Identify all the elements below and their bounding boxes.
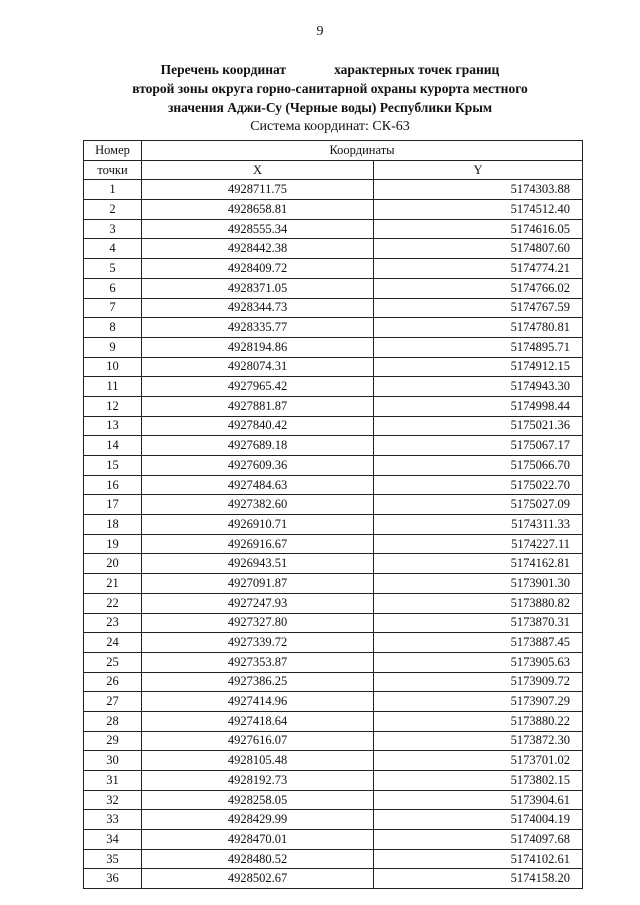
x-coordinate-cell: 4928409.72 [142,259,374,279]
page-number: 9 [316,24,324,39]
y-coordinate-cell: 5174303.88 [374,180,583,200]
table-row [84,515,583,535]
point-number-cell: 3 [84,219,142,239]
y-coordinate-cell: 5173701.02 [374,751,583,771]
x-coordinate-cell: 4927091.87 [142,574,374,594]
y-coordinate-cell: 5174004.19 [374,810,583,830]
title-line-2: второй зоны округа горно-санитарной охраны курорта местного [132,81,528,96]
x-coordinate-cell: 4927484.63 [142,475,374,495]
x-coordinate-cell: 4927414.96 [142,692,374,712]
x-coordinate-cell: 4928470.01 [142,830,374,850]
y-coordinate-cell: 5174943.30 [374,377,583,397]
y-coordinate-cell: 5174311.33 [374,515,583,535]
y-coordinate-cell: 5175027.09 [374,495,583,515]
x-coordinate-cell: 4927327.80 [142,613,374,633]
x-coordinate-cell: 4928335.77 [142,318,374,338]
table-row [84,180,583,200]
table-row [84,456,583,476]
table-row [84,849,583,869]
table-row [84,436,583,456]
header-point-number-line1: Номер [84,141,142,161]
title-line-3: значения Аджи-Су (Черные воды) Республики Крым [167,100,493,115]
y-coordinate-cell: 5174162.81 [374,554,583,574]
table-row [84,593,583,613]
title-line-1-right: характерных точек границ [334,62,500,77]
table-row [84,377,583,397]
table-row [84,200,583,220]
y-coordinate-cell: 5173802.15 [374,771,583,791]
coordinate-system-label: Система координат: СК-63 [250,119,410,134]
point-number-cell: 35 [84,849,142,869]
point-number-cell: 25 [84,652,142,672]
x-coordinate-cell: 4927247.93 [142,593,374,613]
header-point-number-line2: точки [84,160,142,180]
point-number-cell: 22 [84,593,142,613]
y-coordinate-cell: 5175021.36 [374,416,583,436]
table-row [84,318,583,338]
x-coordinate-cell: 4928105.48 [142,751,374,771]
point-number-cell: 16 [84,475,142,495]
y-coordinate-cell: 5174616.05 [374,219,583,239]
point-number-cell: 18 [84,515,142,535]
y-coordinate-cell: 5174227.11 [374,534,583,554]
point-number-cell: 36 [84,869,142,889]
table-row [84,692,583,712]
y-coordinate-cell: 5174912.15 [374,357,583,377]
y-coordinate-cell: 5173901.30 [374,574,583,594]
table-body [84,180,583,889]
table-row [84,357,583,377]
x-coordinate-cell: 4928344.73 [142,298,374,318]
x-coordinate-cell: 4928194.86 [142,337,374,357]
y-coordinate-cell: 5174158.20 [374,869,583,889]
x-coordinate-cell: 4928074.31 [142,357,374,377]
point-number-cell: 33 [84,810,142,830]
point-number-cell: 8 [84,318,142,338]
x-coordinate-cell: 4928371.05 [142,278,374,298]
y-coordinate-cell: 5174807.60 [374,239,583,259]
x-coordinate-cell: 4927965.42 [142,377,374,397]
x-coordinate-cell: 4927386.25 [142,672,374,692]
point-number-cell: 24 [84,633,142,653]
table-row [84,869,583,889]
table-row [84,534,583,554]
y-coordinate-cell: 5173872.30 [374,731,583,751]
y-coordinate-cell: 5173907.29 [374,692,583,712]
x-coordinate-cell: 4927418.64 [142,711,374,731]
table-row [84,278,583,298]
table-row [84,751,583,771]
coordinates-table [83,140,583,889]
y-coordinate-cell: 5174895.71 [374,337,583,357]
point-number-cell: 7 [84,298,142,318]
table-row [84,830,583,850]
table-header [84,141,583,180]
x-coordinate-cell: 4928555.34 [142,219,374,239]
point-number-cell: 1 [84,180,142,200]
point-number-cell: 20 [84,554,142,574]
x-coordinate-cell: 4927840.42 [142,416,374,436]
point-number-cell: 4 [84,239,142,259]
y-coordinate-cell: 5173887.45 [374,633,583,653]
x-coordinate-cell: 4926943.51 [142,554,374,574]
table-row [84,219,583,239]
table-row [84,298,583,318]
y-coordinate-cell: 5173880.22 [374,711,583,731]
table-row [84,672,583,692]
y-coordinate-cell: 5174774.21 [374,259,583,279]
y-coordinate-cell: 5174780.81 [374,318,583,338]
x-coordinate-cell: 4928480.52 [142,849,374,869]
y-coordinate-cell: 5173870.31 [374,613,583,633]
x-coordinate-cell: 4927689.18 [142,436,374,456]
table-row [84,475,583,495]
point-number-cell: 2 [84,200,142,220]
point-number-cell: 32 [84,790,142,810]
point-number-cell: 5 [84,259,142,279]
point-number-cell: 21 [84,574,142,594]
table-row [84,239,583,259]
x-coordinate-cell: 4927609.36 [142,456,374,476]
y-coordinate-cell: 5173909.72 [374,672,583,692]
point-number-cell: 9 [84,337,142,357]
table-row [84,554,583,574]
point-number-cell: 15 [84,456,142,476]
table-row [84,711,583,731]
x-coordinate-cell: 4928429.99 [142,810,374,830]
table-row [84,495,583,515]
table-row [84,633,583,653]
table-row [84,652,583,672]
x-coordinate-cell: 4928658.81 [142,200,374,220]
point-number-cell: 19 [84,534,142,554]
point-number-cell: 11 [84,377,142,397]
y-coordinate-cell: 5175022.70 [374,475,583,495]
table-row [84,810,583,830]
header-coordinates: Координаты [142,141,583,161]
x-coordinate-cell: 4927616.07 [142,731,374,751]
x-coordinate-cell: 4927382.60 [142,495,374,515]
y-coordinate-cell: 5174097.68 [374,830,583,850]
table-row [84,416,583,436]
x-coordinate-cell: 4927339.72 [142,633,374,653]
table-row [84,259,583,279]
y-coordinate-cell: 5174512.40 [374,200,583,220]
x-coordinate-cell: 4928442.38 [142,239,374,259]
document-title [80,60,580,136]
y-coordinate-cell: 5173904.61 [374,790,583,810]
point-number-cell: 6 [84,278,142,298]
table-row [84,337,583,357]
point-number-cell: 10 [84,357,142,377]
y-coordinate-cell: 5175067.17 [374,436,583,456]
table-row [84,613,583,633]
table-row [84,731,583,751]
point-number-cell: 28 [84,711,142,731]
x-coordinate-cell: 4926910.71 [142,515,374,535]
y-coordinate-cell: 5173905.63 [374,652,583,672]
x-coordinate-cell: 4926916.67 [142,534,374,554]
y-coordinate-cell: 5174766.02 [374,278,583,298]
point-number-cell: 29 [84,731,142,751]
x-coordinate-cell: 4928711.75 [142,180,374,200]
header-y: Y [374,160,583,180]
point-number-cell: 14 [84,436,142,456]
y-coordinate-cell: 5173880.82 [374,593,583,613]
table-row [84,790,583,810]
y-coordinate-cell: 5174102.61 [374,849,583,869]
y-coordinate-cell: 5174998.44 [374,396,583,416]
point-number-cell: 30 [84,751,142,771]
point-number-cell: 13 [84,416,142,436]
table-row [84,574,583,594]
point-number-cell: 27 [84,692,142,712]
x-coordinate-cell: 4928192.73 [142,771,374,791]
x-coordinate-cell: 4928258.05 [142,790,374,810]
x-coordinate-cell: 4928502.67 [142,869,374,889]
point-number-cell: 12 [84,396,142,416]
x-coordinate-cell: 4927881.87 [142,396,374,416]
title-line-1 [80,60,580,79]
y-coordinate-cell: 5175066.70 [374,456,583,476]
table-row [84,771,583,791]
point-number-cell: 17 [84,495,142,515]
title-line-1-left: Перечень координат [160,62,287,77]
point-number-cell: 26 [84,672,142,692]
header-x: X [142,160,374,180]
table-row [84,396,583,416]
point-number-cell: 23 [84,613,142,633]
point-number-cell: 31 [84,771,142,791]
x-coordinate-cell: 4927353.87 [142,652,374,672]
y-coordinate-cell: 5174767.59 [374,298,583,318]
point-number-cell: 34 [84,830,142,850]
